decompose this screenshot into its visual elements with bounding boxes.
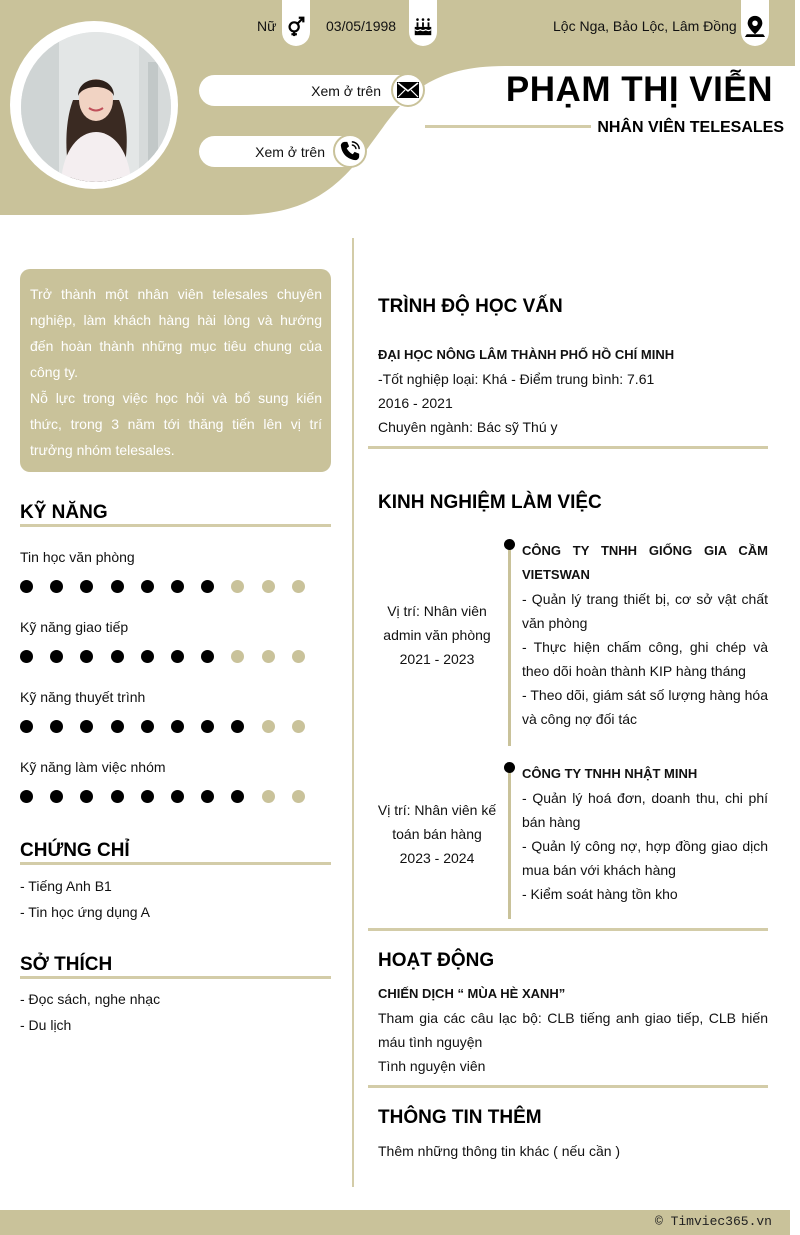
email-pill xyxy=(199,75,421,106)
skill-dot-empty xyxy=(262,720,275,733)
skill-dot-empty xyxy=(292,650,305,663)
skill-dot-filled xyxy=(80,790,93,803)
job-duty: - Thực hiện chấm công, ghi chép và theo dõi hoàn thành KIP hàng tháng xyxy=(522,639,768,679)
skill-dots xyxy=(20,790,320,804)
skill-dots xyxy=(20,650,320,664)
skill-dots xyxy=(20,580,320,594)
skill-dot-filled xyxy=(141,790,154,803)
skill-dot-filled xyxy=(20,580,33,593)
certificate-item: - Tiếng Anh B1 xyxy=(20,878,112,894)
gender-icon-tab xyxy=(282,0,310,46)
birthdate-text: 03/05/1998 xyxy=(326,18,397,34)
candidate-position: NHÂN VIÊN TELESALES xyxy=(597,119,784,136)
job-side xyxy=(372,798,502,870)
skill-dot-filled xyxy=(201,720,214,733)
extra-title: THÔNG TIN THÊM xyxy=(378,1107,542,1128)
column-divider xyxy=(352,238,354,1187)
skill-dot-filled xyxy=(50,580,63,593)
education-title: TRÌNH ĐỘ HỌC VẤN xyxy=(378,296,563,317)
job-period: 2023 - 2024 xyxy=(399,850,475,866)
skill-dot-filled xyxy=(111,720,124,733)
skill-name: Tin học văn phòng xyxy=(20,549,135,565)
phone-value: Xem ở trên xyxy=(255,143,325,160)
job-details xyxy=(522,762,768,906)
skill-dot-filled xyxy=(171,650,184,663)
candidate-name: PHẠM THỊ VIỄN xyxy=(505,70,773,109)
timeline-dot xyxy=(504,762,515,773)
job-duty: - Quản lý hoá đơn, doanh thu, chi phí bán hàng xyxy=(522,790,768,830)
certificates-title: CHỨNG CHỈ xyxy=(20,840,130,861)
job-side xyxy=(372,599,502,671)
hobbies-rule xyxy=(20,976,331,979)
skill-dot-filled xyxy=(50,720,63,733)
skill-name: Kỹ năng giao tiếp xyxy=(20,619,129,635)
job-position: Vị trí: Nhân viên admin văn phòng xyxy=(383,603,491,643)
gender-text: Nữ xyxy=(257,18,277,34)
skill-dot-filled xyxy=(141,720,154,733)
activity-campaign: CHIẾN DỊCH “ MÙA HÈ XANH” xyxy=(378,986,566,1001)
job-duty: - Theo dõi, giám sát số lượng hàng hóa và công nợ đối tác xyxy=(522,687,768,727)
job-details xyxy=(522,539,768,731)
hobby-item: - Du lịch xyxy=(20,1017,72,1033)
email-icon-circle xyxy=(391,73,425,107)
title-underline xyxy=(425,125,591,128)
skill-dot-filled xyxy=(80,580,93,593)
skill-dot-filled xyxy=(80,720,93,733)
skill-dot-filled xyxy=(111,580,124,593)
phone-icon xyxy=(339,140,361,162)
skill-dot-empty xyxy=(262,650,275,663)
skill-dot-filled xyxy=(141,650,154,663)
education-years: 2016 - 2021 xyxy=(378,395,453,411)
skill-dot-filled xyxy=(141,580,154,593)
address-icon-tab xyxy=(741,0,769,46)
skills-rule xyxy=(20,524,331,527)
skill-dot-filled xyxy=(111,790,124,803)
activity-role: Tình nguyện viên xyxy=(378,1058,486,1074)
education-rule xyxy=(368,446,768,449)
experience-title: KINH NGHIỆM LÀM VIỆC xyxy=(378,492,602,513)
skill-dot-filled xyxy=(201,650,214,663)
skill-dot-empty xyxy=(231,580,244,593)
job-position: Vị trí: Nhân viên kế toán bán hàng xyxy=(377,802,497,842)
envelope-icon xyxy=(397,82,419,98)
skill-name: Kỹ năng thuyết trình xyxy=(20,689,146,705)
address-text: Lộc Nga, Bảo Lộc, Lâm Đồng xyxy=(553,18,737,34)
activities-title: HOẠT ĐỘNG xyxy=(378,950,495,971)
skill-dot-filled xyxy=(201,790,214,803)
skills-title: KỸ NĂNG xyxy=(20,502,108,523)
job-duty: - Quản lý trang thiết bị, cơ sở vật chất văn phòng xyxy=(522,591,768,631)
cake-icon xyxy=(412,15,434,37)
skill-dot-filled xyxy=(171,580,184,593)
map-pin-icon xyxy=(744,14,766,38)
timeline-line xyxy=(508,542,511,746)
job-company: CÔNG TY TNHH GIỐNG GIA CẦM VIETSWAN xyxy=(522,543,768,582)
skill-dot-empty xyxy=(292,790,305,803)
experience-rule xyxy=(368,928,768,931)
skill-dot-filled xyxy=(80,650,93,663)
activity-desc: Tham gia các câu lạc bộ: CLB tiếng anh giao tiếp, CLB hiến máu tình nguyện xyxy=(378,1010,768,1050)
birthday-icon-tab xyxy=(409,0,437,46)
certificates-rule xyxy=(20,862,331,865)
certificate-item: - Tin học ứng dụng A xyxy=(20,904,151,920)
objective-line: Nỗ lực trong việc học hỏi và bổ sung kiến thức, trong 3 năm tới thăng tiến lên vị trí trưởng nhóm telesales. xyxy=(30,390,322,458)
objective-line: Trở thành một nhân viên telesales chuyên nghiệp, làm khách hàng hài lòng và hướng đến hoàn thành những mục tiêu chung của công ty. xyxy=(30,286,322,380)
job-period: 2021 - 2023 xyxy=(399,651,475,667)
timeline-dot xyxy=(504,539,515,550)
skill-dot-filled xyxy=(20,650,33,663)
job-duty: - Quản lý công nợ, hợp đồng giao dịch mua bán với khách hàng xyxy=(522,838,768,878)
activities-rule xyxy=(368,1085,768,1088)
hobby-item: - Đọc sách, nghe nhạc xyxy=(20,991,161,1007)
skill-dots xyxy=(20,720,320,734)
education-school: ĐẠI HỌC NÔNG LÂM THÀNH PHỐ HỒ CHÍ MINH xyxy=(378,347,675,362)
education-grade: -Tốt nghiệp loại: Khá - Điểm trung bình: 7.61 xyxy=(378,371,655,387)
gender-icon xyxy=(285,15,307,37)
skill-dot-filled xyxy=(171,720,184,733)
email-value: Xem ở trên xyxy=(311,82,381,99)
hobbies-title: SỞ THÍCH xyxy=(20,954,113,975)
skill-dot-filled xyxy=(231,720,244,733)
skill-dot-empty xyxy=(262,580,275,593)
skill-dot-filled xyxy=(20,720,33,733)
skill-dot-empty xyxy=(292,720,305,733)
skill-dot-filled xyxy=(171,790,184,803)
skill-dot-filled xyxy=(20,790,33,803)
skill-dot-filled xyxy=(50,790,63,803)
skill-dot-empty xyxy=(231,650,244,663)
skill-dot-empty xyxy=(292,580,305,593)
skill-dot-filled xyxy=(231,790,244,803)
phone-icon-circle xyxy=(333,134,367,168)
education-major: Chuyên ngành: Bác sỹ Thú y xyxy=(378,419,558,435)
footer-copyright: © Timviec365.vn xyxy=(654,1214,772,1229)
skill-dot-empty xyxy=(262,790,275,803)
extra-text: Thêm những thông tin khác ( nếu cần ) xyxy=(378,1143,621,1159)
skill-dot-filled xyxy=(50,650,63,663)
career-objective xyxy=(20,269,331,472)
skill-name: Kỹ năng làm việc nhóm xyxy=(20,759,166,775)
job-duty: - Kiểm soát hàng tồn kho xyxy=(522,886,678,902)
skill-dot-filled xyxy=(111,650,124,663)
avatar xyxy=(21,32,171,182)
job-company: CÔNG TY TNHH NHẬT MINH xyxy=(522,766,698,781)
skill-dot-filled xyxy=(201,580,214,593)
timeline-line xyxy=(508,767,511,919)
